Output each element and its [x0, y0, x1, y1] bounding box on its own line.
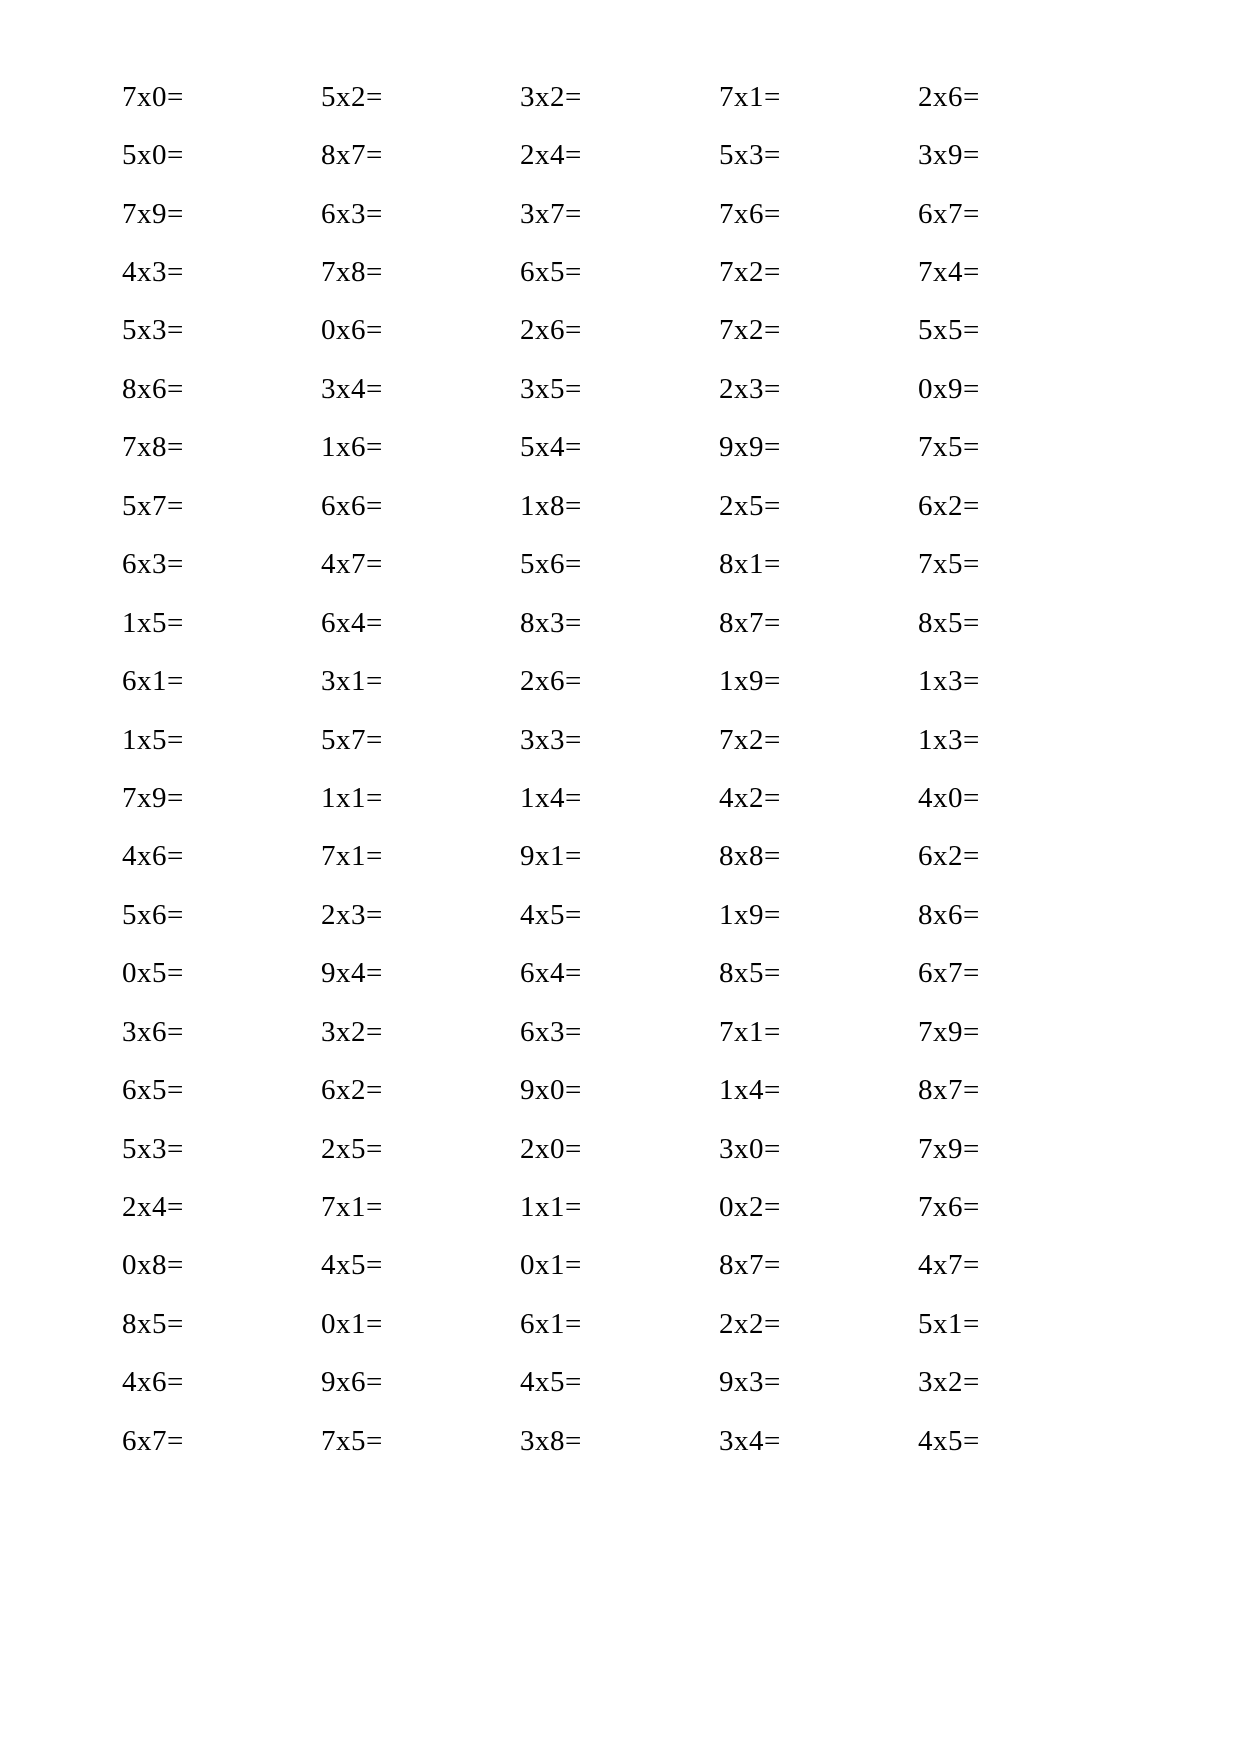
- problem-r8-c3: 1x8=: [520, 489, 582, 522]
- problem-r3-c3: 3x7=: [520, 197, 582, 230]
- problem-r13-c4: 4x2=: [719, 781, 781, 814]
- problem-r16-c5: 6x7=: [918, 957, 980, 990]
- problem-r8-c4: 2x5=: [719, 489, 781, 522]
- problem-r24-c3: 3x8=: [520, 1424, 582, 1457]
- problem-r5-c4: 7x2=: [719, 314, 781, 347]
- problem-r5-c5: 5x5=: [918, 314, 980, 347]
- problem-r8-c5: 6x2=: [918, 489, 980, 522]
- problem-r22-c5: 5x1=: [918, 1307, 980, 1340]
- problem-r8-c2: 6x6=: [321, 489, 383, 522]
- problem-r24-c4: 3x4=: [719, 1424, 781, 1457]
- problem-r14-c1: 4x6=: [122, 840, 184, 873]
- problem-r20-c5: 7x6=: [918, 1191, 980, 1224]
- problem-r21-c1: 0x8=: [122, 1249, 184, 1282]
- problem-r1-c3: 3x2=: [520, 80, 582, 113]
- problem-r1-c2: 5x2=: [321, 80, 383, 113]
- problem-r17-c3: 6x3=: [520, 1015, 582, 1048]
- problem-r15-c2: 2x3=: [321, 898, 383, 931]
- problem-r3-c2: 6x3=: [321, 197, 383, 230]
- problem-r23-c3: 4x5=: [520, 1366, 582, 1399]
- problem-r11-c5: 1x3=: [918, 665, 980, 698]
- problem-r18-c3: 9x0=: [520, 1074, 582, 1107]
- problem-r23-c5: 3x2=: [918, 1366, 980, 1399]
- problem-r4-c2: 7x8=: [321, 256, 383, 289]
- problem-r9-c5: 7x5=: [918, 548, 980, 581]
- problem-r21-c5: 4x7=: [918, 1249, 980, 1282]
- problem-r5-c1: 5x3=: [122, 314, 184, 347]
- problem-r17-c5: 7x9=: [918, 1015, 980, 1048]
- problem-r20-c2: 7x1=: [321, 1191, 383, 1224]
- problem-r12-c1: 1x5=: [122, 723, 184, 756]
- problem-r14-c5: 6x2=: [918, 840, 980, 873]
- problem-r7-c4: 9x9=: [719, 431, 781, 464]
- problem-r10-c4: 8x7=: [719, 606, 781, 639]
- problem-r20-c1: 2x4=: [122, 1191, 184, 1224]
- problem-r8-c1: 5x7=: [122, 489, 184, 522]
- problem-r23-c2: 9x6=: [321, 1366, 383, 1399]
- problem-r22-c1: 8x5=: [122, 1307, 184, 1340]
- problem-r10-c3: 8x3=: [520, 606, 582, 639]
- problem-r12-c5: 1x3=: [918, 723, 980, 756]
- problem-r13-c3: 1x4=: [520, 781, 582, 814]
- problem-r7-c2: 1x6=: [321, 431, 383, 464]
- problem-r10-c2: 6x4=: [321, 606, 383, 639]
- problem-r9-c1: 6x3=: [122, 548, 184, 581]
- problem-r4-c3: 6x5=: [520, 256, 582, 289]
- problem-r4-c4: 7x2=: [719, 256, 781, 289]
- problem-r9-c3: 5x6=: [520, 548, 582, 581]
- problem-r10-c5: 8x5=: [918, 606, 980, 639]
- problem-r18-c2: 6x2=: [321, 1074, 383, 1107]
- problem-r7-c1: 7x8=: [122, 431, 184, 464]
- problem-r6-c1: 8x6=: [122, 372, 184, 405]
- problem-r12-c3: 3x3=: [520, 723, 582, 756]
- problem-r11-c3: 2x6=: [520, 665, 582, 698]
- problem-r14-c3: 9x1=: [520, 840, 582, 873]
- problem-r18-c1: 6x5=: [122, 1074, 184, 1107]
- problem-r2-c5: 3x9=: [918, 139, 980, 172]
- problem-r24-c5: 4x5=: [918, 1424, 980, 1457]
- problem-r7-c5: 7x5=: [918, 431, 980, 464]
- problem-r16-c4: 8x5=: [719, 957, 781, 990]
- problem-r18-c4: 1x4=: [719, 1074, 781, 1107]
- problem-r13-c5: 4x0=: [918, 781, 980, 814]
- problem-r15-c1: 5x6=: [122, 898, 184, 931]
- problem-r20-c4: 0x2=: [719, 1191, 781, 1224]
- problem-r15-c4: 1x9=: [719, 898, 781, 931]
- problem-r12-c4: 7x2=: [719, 723, 781, 756]
- problem-r1-c4: 7x1=: [719, 80, 781, 113]
- problem-r5-c2: 0x6=: [321, 314, 383, 347]
- problem-r11-c4: 1x9=: [719, 665, 781, 698]
- problem-r16-c3: 6x4=: [520, 957, 582, 990]
- problem-r5-c3: 2x6=: [520, 314, 582, 347]
- problem-r2-c2: 8x7=: [321, 139, 383, 172]
- problem-r16-c2: 9x4=: [321, 957, 383, 990]
- problem-r3-c5: 6x7=: [918, 197, 980, 230]
- problem-r2-c1: 5x0=: [122, 139, 184, 172]
- problem-r17-c1: 3x6=: [122, 1015, 184, 1048]
- problem-r6-c3: 3x5=: [520, 372, 582, 405]
- problem-r11-c2: 3x1=: [321, 665, 383, 698]
- problem-r1-c1: 7x0=: [122, 80, 184, 113]
- problem-r6-c2: 3x4=: [321, 372, 383, 405]
- problem-r14-c4: 8x8=: [719, 840, 781, 873]
- problem-r3-c1: 7x9=: [122, 197, 184, 230]
- problem-r3-c4: 7x6=: [719, 197, 781, 230]
- problem-r19-c2: 2x5=: [321, 1132, 383, 1165]
- problem-r21-c4: 8x7=: [719, 1249, 781, 1282]
- problem-r10-c1: 1x5=: [122, 606, 184, 639]
- problem-r14-c2: 7x1=: [321, 840, 383, 873]
- problem-r17-c2: 3x2=: [321, 1015, 383, 1048]
- problem-r20-c3: 1x1=: [520, 1191, 582, 1224]
- problem-r15-c5: 8x6=: [918, 898, 980, 931]
- problem-r24-c1: 6x7=: [122, 1424, 184, 1457]
- problem-r15-c3: 4x5=: [520, 898, 582, 931]
- problem-r22-c2: 0x1=: [321, 1307, 383, 1340]
- problem-r21-c2: 4x5=: [321, 1249, 383, 1282]
- problem-r19-c3: 2x0=: [520, 1132, 582, 1165]
- problem-r9-c4: 8x1=: [719, 548, 781, 581]
- problem-r22-c3: 6x1=: [520, 1307, 582, 1340]
- problem-r4-c1: 4x3=: [122, 256, 184, 289]
- problem-r23-c1: 4x6=: [122, 1366, 184, 1399]
- problem-r23-c4: 9x3=: [719, 1366, 781, 1399]
- problem-r17-c4: 7x1=: [719, 1015, 781, 1048]
- problems-grid: [122, 68, 1117, 1471]
- problem-r21-c3: 0x1=: [520, 1249, 582, 1282]
- problem-r7-c3: 5x4=: [520, 431, 582, 464]
- problem-r13-c2: 1x1=: [321, 781, 383, 814]
- problem-r12-c2: 5x7=: [321, 723, 383, 756]
- problem-r4-c5: 7x4=: [918, 256, 980, 289]
- problem-r6-c5: 0x9=: [918, 372, 980, 405]
- problem-r9-c2: 4x7=: [321, 548, 383, 581]
- problem-r13-c1: 7x9=: [122, 781, 184, 814]
- problem-r1-c5: 2x6=: [918, 80, 980, 113]
- problem-r2-c3: 2x4=: [520, 139, 582, 172]
- problem-r22-c4: 2x2=: [719, 1307, 781, 1340]
- problem-r6-c4: 2x3=: [719, 372, 781, 405]
- problem-r18-c5: 8x7=: [918, 1074, 980, 1107]
- problem-r19-c1: 5x3=: [122, 1132, 184, 1165]
- problem-r16-c1: 0x5=: [122, 957, 184, 990]
- problem-r11-c1: 6x1=: [122, 665, 184, 698]
- problem-r19-c5: 7x9=: [918, 1132, 980, 1165]
- problem-r19-c4: 3x0=: [719, 1132, 781, 1165]
- problem-r24-c2: 7x5=: [321, 1424, 383, 1457]
- problem-r2-c4: 5x3=: [719, 139, 781, 172]
